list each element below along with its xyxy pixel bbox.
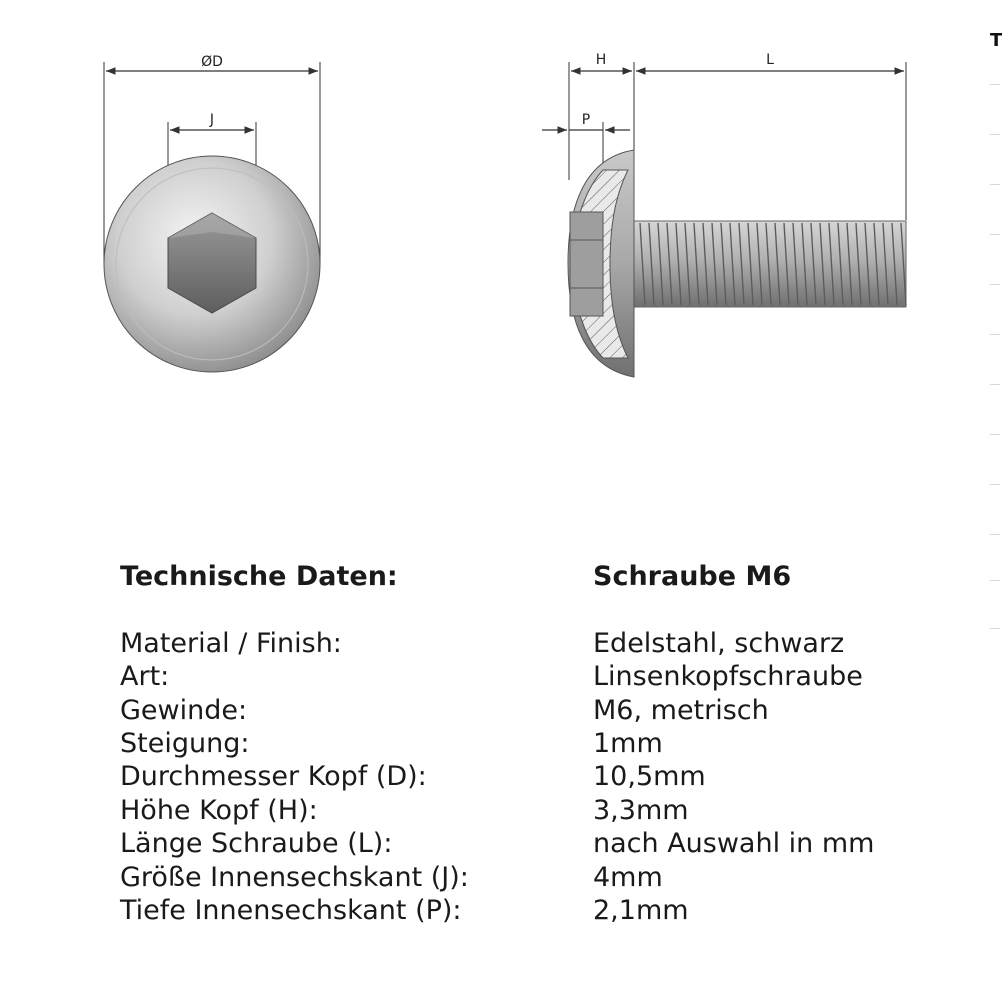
side-panel-divider <box>990 134 1000 135</box>
side-panel-divider <box>990 184 1000 185</box>
side-view <box>542 52 906 377</box>
side-panel-divider <box>990 580 1000 581</box>
spec-key-durchmesser: Durchmesser Kopf (D): <box>120 761 427 792</box>
spec-value-hoehe: 3,3mm <box>593 795 689 826</box>
side-panel-divider <box>990 628 1000 629</box>
socket-recess <box>570 212 603 316</box>
spec-value-gewinde: M6, metrisch <box>593 695 769 726</box>
front-view <box>104 54 320 372</box>
label-l: L <box>766 52 774 68</box>
side-panel-divider <box>990 534 1000 535</box>
spec-key-groesse: Größe Innensechskant (J): <box>120 862 469 893</box>
spec-key-gewinde: Gewinde: <box>120 695 248 726</box>
label-h: H <box>595 52 607 68</box>
spec-header-key: Technische Daten: <box>120 561 398 592</box>
spec-key-steigung: Steigung: <box>120 728 250 759</box>
label-d: ØD <box>201 54 223 70</box>
spec-key-material: Material / Finish: <box>120 628 342 659</box>
spec-value-durchmesser: 10,5mm <box>593 761 706 792</box>
spec-key-hoehe: Höhe Kopf (H): <box>120 795 318 826</box>
spec-value-material: Edelstahl, schwarz <box>593 628 845 659</box>
spec-key-tiefe: Tiefe Innensechskant (P): <box>120 895 462 926</box>
spec-value-art: Linsenkopfschraube <box>593 661 863 692</box>
label-j: J <box>209 112 215 128</box>
spec-value-tiefe: 2,1mm <box>593 895 689 926</box>
spec-value-groesse: 4mm <box>593 862 663 893</box>
spec-key-laenge: Länge Schraube (L): <box>120 828 393 859</box>
side-panel-divider <box>990 434 1000 435</box>
side-panel-divider <box>990 284 1000 285</box>
spec-value-steigung: 1mm <box>593 728 663 759</box>
spec-header-value: Schraube M6 <box>593 561 792 592</box>
side-panel-divider <box>990 334 1000 335</box>
side-panel-divider <box>990 84 1000 85</box>
side-panel-divider <box>990 384 1000 385</box>
spec-key-art: Art: <box>120 661 170 692</box>
side-panel-divider <box>990 484 1000 485</box>
side-panel-divider <box>990 234 1000 235</box>
clipped-side-heading: T <box>990 30 1002 51</box>
label-p: P <box>581 112 591 128</box>
spec-value-laenge: nach Auswahl in mm <box>593 828 875 859</box>
